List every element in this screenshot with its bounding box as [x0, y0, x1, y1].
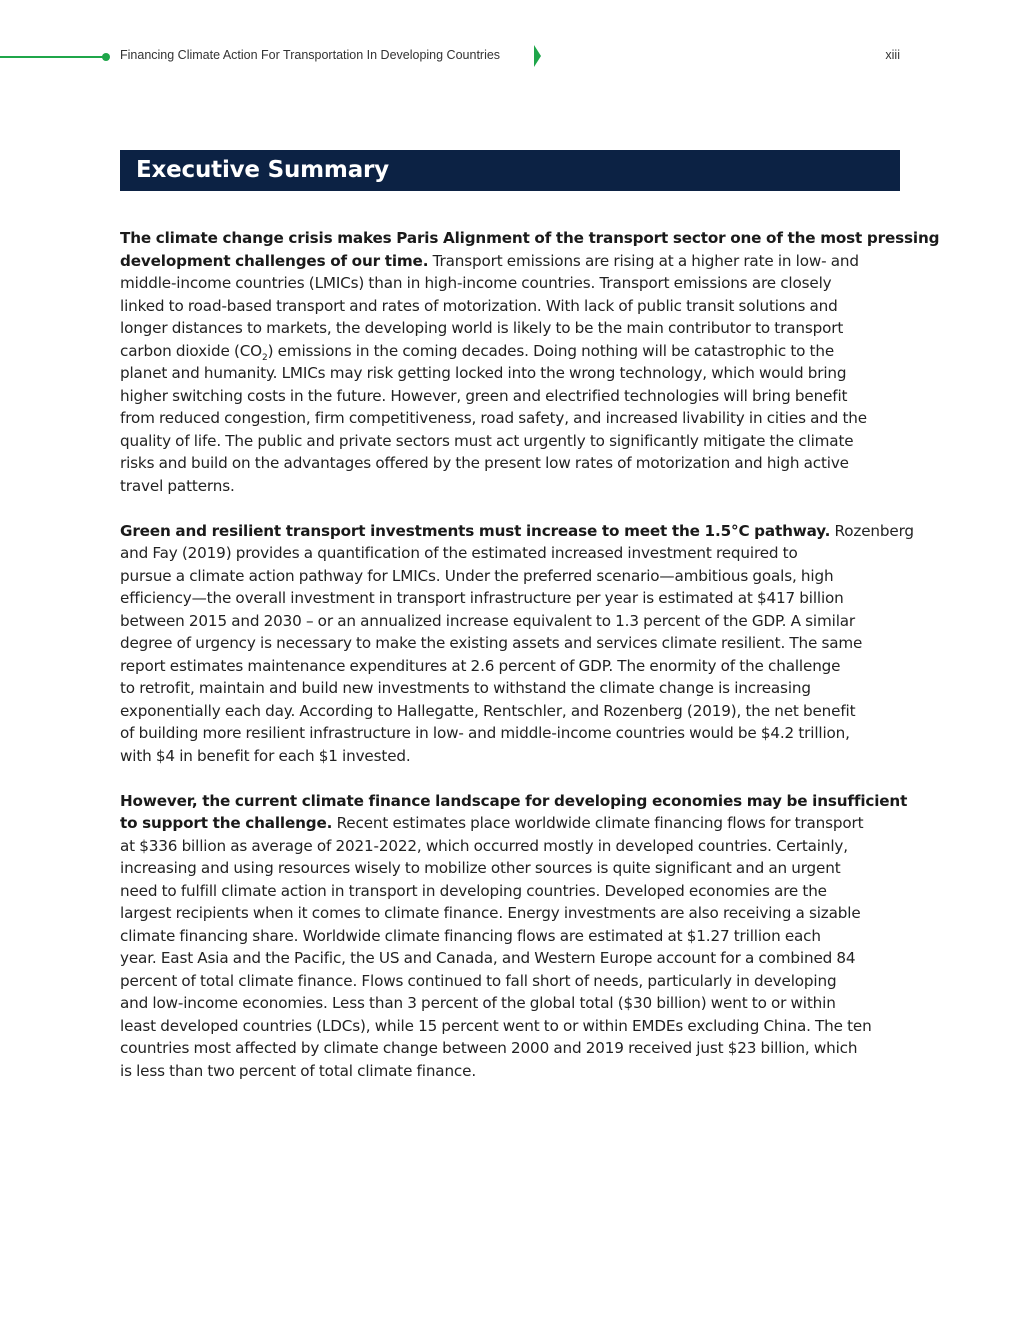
body-text-run: increasing and using resources wisely to mobilize other sources is quite significant and an urgent [120, 859, 841, 877]
paragraph [120, 227, 940, 497]
body-text-run: year. East Asia and the Pacific, the US and Canada, and Western Europe account for a combined 84 [120, 949, 856, 967]
text-line [120, 677, 900, 700]
text-line [120, 385, 900, 408]
body-text-run: report estimates maintenance expenditures at 2.6 percent of GDP. The enormity of the challenge [120, 656, 841, 675]
text-line [120, 1037, 900, 1060]
body-text-run: linked to road-based transport and rates of motorization. With lack of public transit solutions and [120, 296, 838, 315]
paragraph [120, 790, 908, 1083]
body-text [120, 227, 940, 1105]
lead-sentence: development challenges of our time. [120, 251, 429, 270]
text-line [120, 947, 900, 970]
lead-sentence: The climate change crisis makes Paris Alignment of the transport sector one of the most pressing [120, 229, 940, 247]
text-line [120, 610, 900, 633]
body-text-run: with $4 in benefit for each $1 invested. [120, 746, 411, 765]
lead-sentence: Green and resilient transport investments must increase to meet the 1.5°C pathway. [120, 521, 831, 540]
text-line [120, 227, 940, 250]
header-arrow-icon [534, 45, 541, 67]
text-line [120, 835, 900, 858]
body-text-run: between 2015 and 2030 – or an annualized increase equivalent to 1.3 percent of the GDP. A similar [120, 611, 856, 630]
body-text-run: pursue a climate action pathway for LMICs. Under the preferred scenario—ambitious goals, high [120, 566, 834, 585]
body-text-run: and low-income economies. Less than 3 percent of the global total ($30 billion) went to or within [120, 994, 836, 1012]
body-text-run: efficiency—the overall investment in transport infrastructure per year is estimated at $417 billion [120, 589, 844, 607]
body-text-run: Recent estimates place worldwide climate financing flows for transport [332, 814, 864, 832]
text-line [120, 340, 900, 363]
body-text-run: least developed countries (LDCs), while 15 percent went to or within EMDEs excluding China. The ten [120, 1016, 872, 1035]
body-text-run: is less than two percent of total climate finance. [120, 1061, 476, 1080]
text-line [120, 1015, 900, 1038]
body-text-run: percent of total climate finance. Flows continued to fall short of needs, particularly in developing [120, 971, 837, 990]
header-rule [0, 56, 104, 58]
body-text-run: Transport emissions are rising at a higher rate in low- and [428, 251, 859, 270]
text-line [120, 925, 900, 948]
body-text-run: countries most affected by climate change between 2000 and 2019 received just $23 billion, which [120, 1039, 858, 1057]
body-text-run: at $336 billion as average of 2021-2022, which occurred mostly in developed countries. Certainly, [120, 836, 848, 855]
page-number: xiii [885, 48, 900, 62]
body-text-run: middle-income countries (LMICs) than in high-income countries. Transport emissions are closely [120, 274, 832, 292]
body-text-run: quality of life. The public and private sectors must act urgently to significantly mitigate the climate [120, 431, 854, 450]
text-line [120, 587, 900, 610]
header-dot-icon [102, 53, 110, 61]
body-text-run: degree of urgency is necessary to make the existing assets and services climate resilient. The same [120, 634, 863, 652]
body-text-run: exponentially each day. According to Hallegatte, Rentschler, and Rozenberg (2019), the net benefit [120, 701, 856, 720]
text-line [120, 745, 900, 768]
text-line [120, 857, 900, 880]
page-header [0, 0, 1020, 114]
body-text-run: travel patterns. [120, 476, 235, 495]
body-text-run: planet and humanity. LMICs may risk getting locked into the wrong technology, which would bring [120, 364, 847, 382]
paragraph [120, 520, 914, 768]
text-line [120, 632, 900, 655]
text-line [120, 475, 900, 498]
body-text-run: risks and build on the advantages offered by the present low rates of motorization and high active [120, 454, 849, 472]
body-text-run: ) emissions in the coming decades. Doing nothing will be catastrophic to the [267, 341, 835, 360]
text-line [120, 250, 900, 273]
body-text-run: to retrofit, maintain and build new investments to withstand the climate change is increasing [120, 679, 811, 697]
text-line [120, 452, 900, 475]
section-title: Executive Summary [136, 157, 389, 183]
text-line [120, 295, 900, 318]
text-line [120, 542, 900, 565]
body-text-run: Rozenberg [830, 521, 914, 540]
text-line [120, 880, 900, 903]
lead-sentence: to support the challenge. [120, 814, 333, 832]
text-line [120, 700, 900, 723]
text-line [120, 655, 900, 678]
text-line [120, 902, 900, 925]
text-line [120, 992, 900, 1015]
text-line [120, 1060, 900, 1083]
body-text-run: climate financing share. Worldwide climate financing flows are estimated at $1.27 trillion each [120, 926, 821, 945]
body-text-run: higher switching costs in the future. However, green and electrified technologies will bring benefit [120, 386, 848, 405]
lead-sentence: However, the current climate finance landscape for developing economies may be insufficient [120, 791, 908, 810]
body-text-run: need to fulfill climate action in transport in developing countries. Developed economies are the [120, 881, 827, 900]
subscript: 2 [261, 352, 268, 363]
text-line [120, 430, 900, 453]
text-line [120, 362, 900, 385]
text-line [120, 565, 900, 588]
body-text-run: carbon dioxide (CO [120, 341, 262, 360]
text-line [120, 520, 914, 543]
text-line [120, 272, 900, 295]
text-line [120, 317, 900, 340]
text-line [120, 790, 908, 813]
body-text-run: largest recipients when it comes to climate finance. Energy investments are also receiving a sizable [120, 904, 861, 922]
body-text-run: longer distances to markets, the developing world is likely to be the main contributor to transport [120, 319, 844, 337]
body-text-run: of building more resilient infrastructure in low- and middle-income countries would be $4.2 trillion, [120, 724, 850, 742]
text-line [120, 812, 900, 835]
body-text-run: from reduced congestion, firm competitiveness, road safety, and increased livability in cities and the [120, 409, 867, 427]
section-title-bar [120, 150, 900, 191]
text-line [120, 407, 900, 430]
body-text-run: and Fay (2019) provides a quantification of the estimated increased investment required to [120, 544, 798, 562]
text-line [120, 970, 900, 993]
running-title: Financing Climate Action For Transportation In Developing Countries [120, 48, 501, 62]
text-line [120, 722, 900, 745]
